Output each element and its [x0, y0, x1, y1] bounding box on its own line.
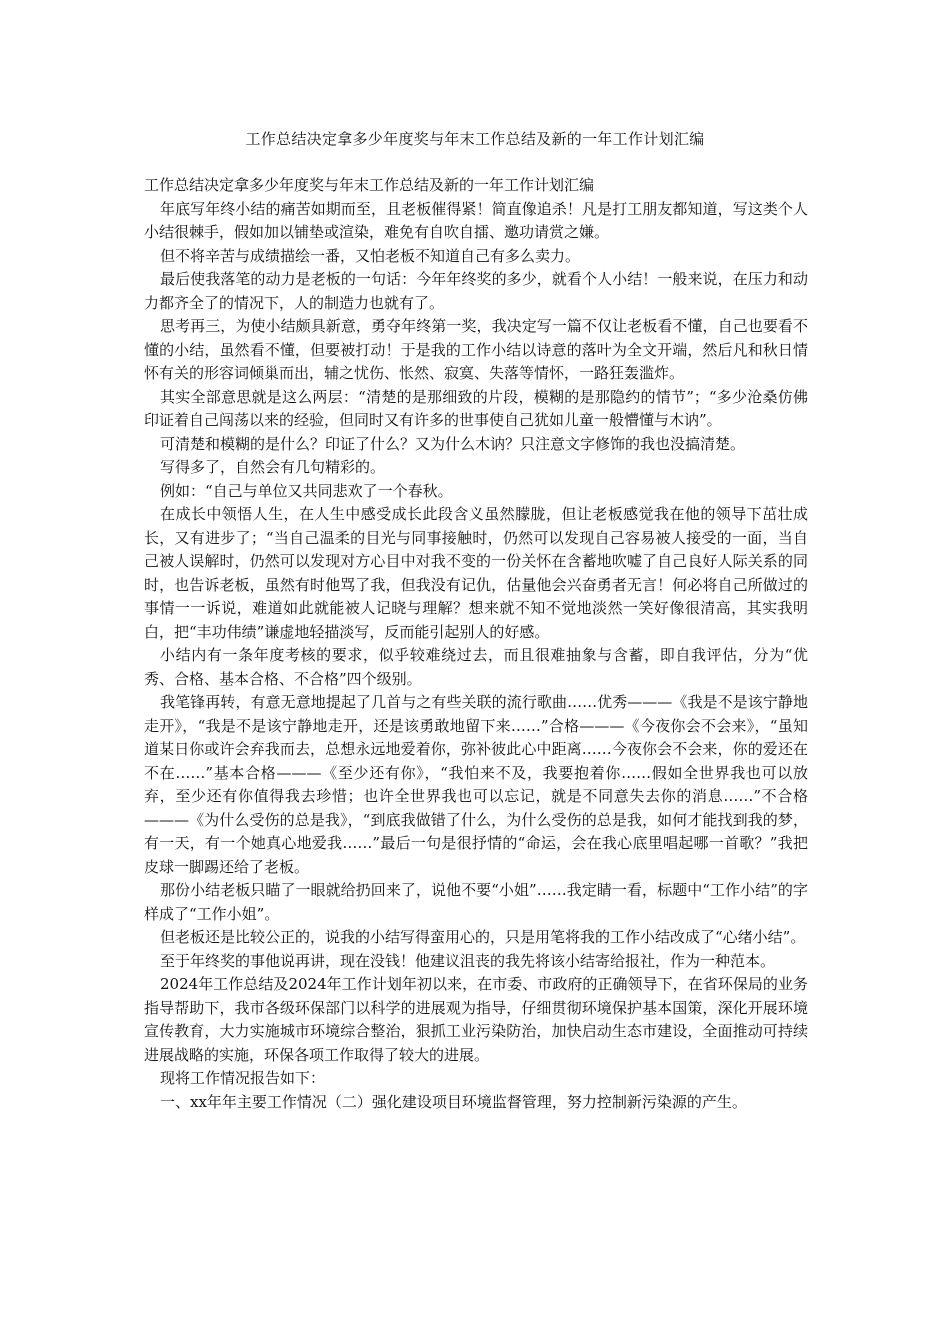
paragraph: 但不将辛苦与成绩描绘一番，又怕老板不知道自己有多么卖力。 — [160, 246, 581, 265]
paragraph: 年底写年终小结的痛苦如期而至，且老板催得紧！简直像追杀！凡是打工朋友都知道，写这类个人小结很棘手，假如加以铺垫或渲染，难免有自吹自擂、邀功请赏之嫌。 — [144, 199, 808, 241]
document-title: 工作总结决定拿多少年度奖与年末工作总结及新的一年工作计划汇编 — [245, 130, 705, 148]
paragraph: 但老板还是比较公正的，说我的小结写得蛮用心的，只是用笔将我的工作小结改成了“心绪小结”。 — [160, 928, 806, 946]
paragraph: 可清楚和模糊的是什么？印证了什么？又为什么木讷？只注意文字修饰的我也没搞清楚。 — [160, 434, 746, 453]
paragraph: 最后使我落笔的动力是老板的一句话：今年年终奖的多少，就看个人小结！一般来说，在压力和动力都齐全了的情况下，人的制造力也就有了。 — [144, 270, 808, 312]
paragraph: 其实全部意思就是这么两层：“清楚的是那细致的片段，模糊的是那隐约的情节”；“多少沧桑仿佛印证着自己闯荡以来的经验，但同时又有许多的世事使自己犹如儿童一般懵懂与木讷”。 — [144, 387, 808, 429]
paragraph: 小结内有一条年度考核的要求，似乎较难绕过去，而且很难抽象与含蓄，即自我评估，分为“优秀、合格、基本合格、不合格”四个级别。 — [144, 646, 808, 688]
body-subtitle: 工作总结决定拿多少年度奖与年末工作总结及新的一年工作计划汇编 — [144, 176, 595, 194]
paragraph: 思考再三，为使小结颇具新意，勇夺年终第一奖，我决定写一篇不仅让老板看不懂，自己也要看不懂的小结，虽然看不懂，但要被打动！于是我的工作小结以诗意的落叶为全文开端，然后凡和秋日情怀有关的形容词倾巢而出，辅之忧伤、怅然、寂寞、失落等情怀，一路狂轰滥炸。 — [144, 317, 808, 382]
document-body — [144, 174, 808, 1114]
paragraph: 那份小结老板只瞄了一眼就给扔回来了，说他不要“小姐”……我定睛一看，标题中“工作小结”的字样成了“工作小姐”。 — [144, 881, 808, 923]
paragraph: 现将工作情况报告如下： — [160, 1069, 326, 1087]
paragraph: 例如：“自己与单位又共同悲欢了一个春秋。 — [160, 481, 453, 500]
paragraph: 2024年工作总结及2024年工作计划年初以来，在市委、市政府的正确领导下，在省环保局的业务指导帮助下，我市各级环保部门以科学的进展观为指导，仔细贯彻环境保护基本国策，深化开展环境宣传教育，大力实施城市环境综合整治，狠抓工业污染防治，加快启动生态市建设，全面推动可持续进展战略的实施，环保各项工作取得了较大的进展。 — [144, 975, 808, 1064]
paragraph: 写得多了，自然会有几句精彩的。 — [160, 458, 386, 476]
paragraph: 至于年终奖的事他说再讲，现在没钱！他建议沮丧的我先将该小结寄给报社，作为一种范本。 — [160, 951, 776, 970]
paragraph: 一、xx年年主要工作情况（二）强化建设项目环境监督管理，努力控制新污染源的产生。 — [160, 1092, 747, 1111]
paragraph: 我笔锋再转，有意无意地提起了几首与之有些关联的流行歌曲……优秀———《我是不是该宁静地走开》，“我是不是该宁静地走开，还是该勇敢地留下来……”合格———《今夜你会不会来》，“虽知道某日你或许会弃我而去，总想永远地爱着你，弥补彼此心中距离……今夜你会不会来，你的爱还在不在……”基本合格———《至少还有你》，“我怕来不及，我要抱着你……假如全世界我也可以放弃，至少还有你值得我去珍惜；也许全世界我也可以忘记，就是不同意失去你的消息……”不合格———《为什么受伤的总是我》，“到底我做错了什么，为什么受伤的总是我，如何才能找到我的梦，有一天，有一个她真心地爱我……”最后一句是很抒情的“命运，会在我心底里唱起哪一首歌？”我把皮球一脚踢还给了老板。 — [144, 693, 808, 876]
paragraph: 在成长中领悟人生，在人生中感受成长此段含义虽然朦胧，但让老板感觉我在他的领导下茁壮成长，又有进步了；“当自己温柔的目光与同事接触时，仍然可以发现自己容易被人接受的一面，当自己被人误解时，仍然可以发现对方心目中对我不变的一份关怀在含蓄地吹嘘了自己良好人际关系的同时，也告诉老板，虽然有时他骂了我，但我没有记仇，估量他会兴奋勇者无言！何必将自己所做过的事情一一诉说，难道如此就能被人记晓与理解？想来就不知不觉地淡然一笑好像很清高，其实我明白，把“丰功伟绩”谦虚地轻描淡写，反而能引起别人的好感。 — [144, 505, 808, 641]
